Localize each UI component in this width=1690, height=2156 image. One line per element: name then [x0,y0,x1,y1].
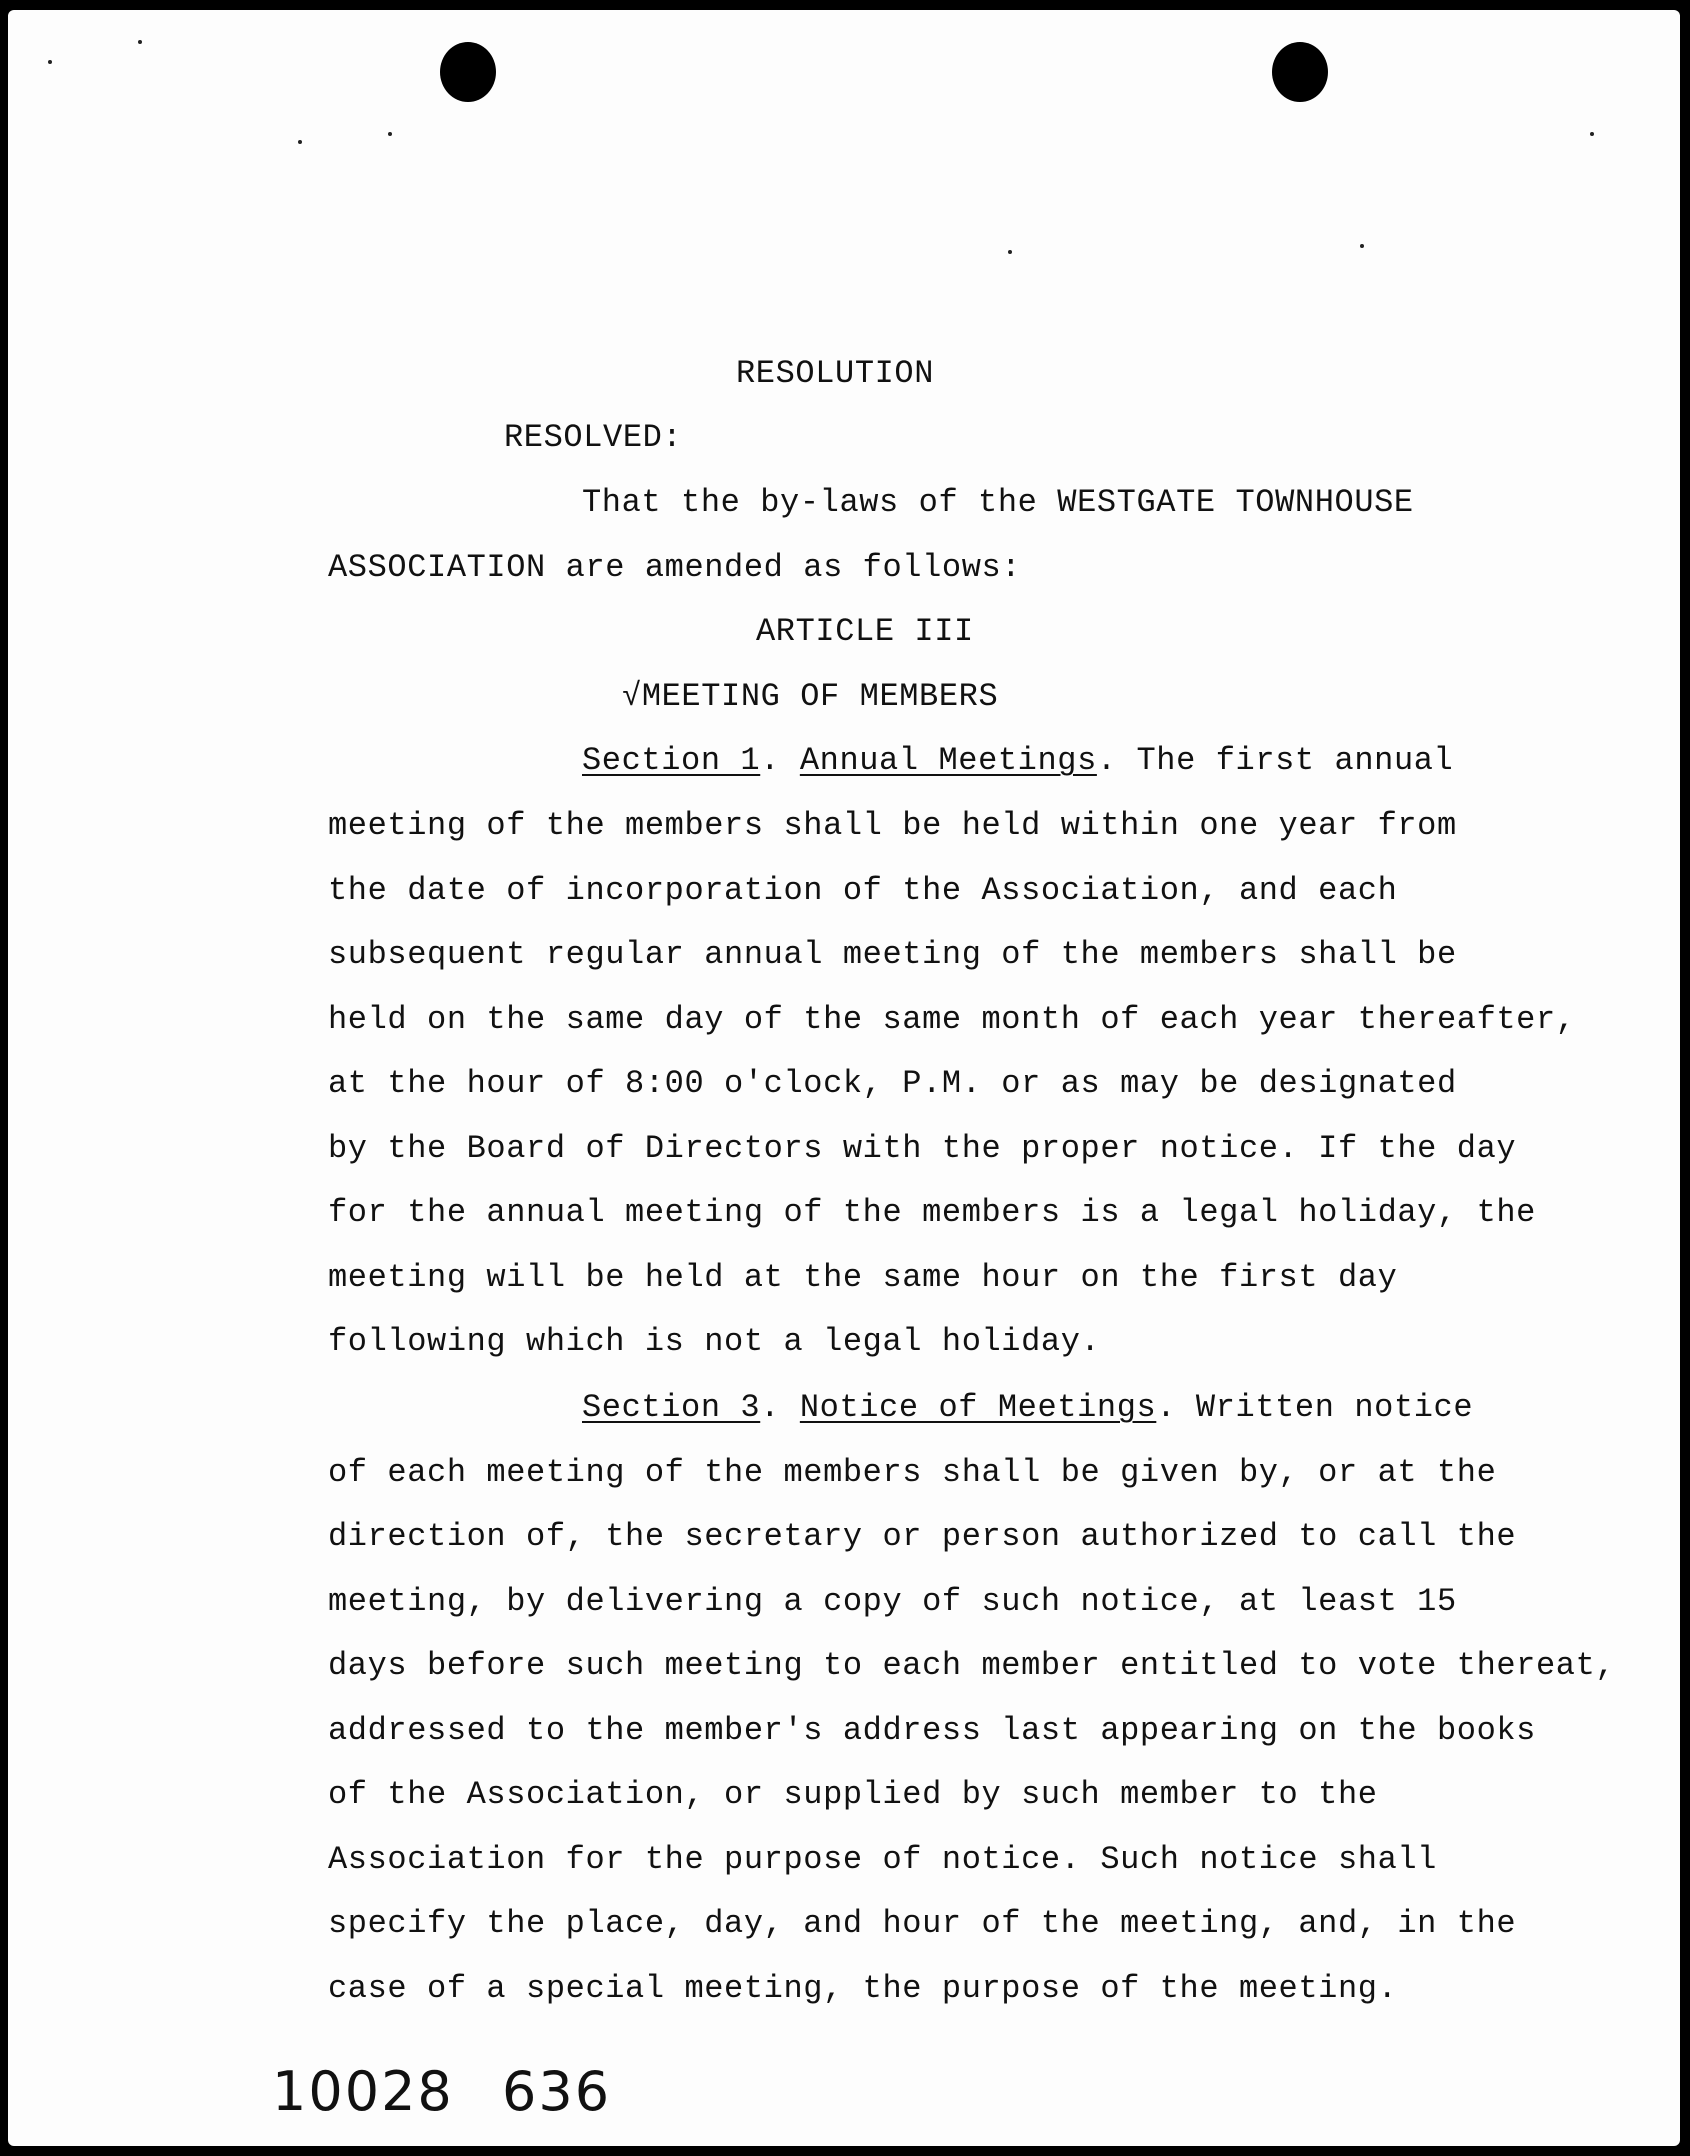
article-heading: ARTICLE III [756,613,974,650]
punch-hole-right [1272,42,1328,102]
paragraph-line: of each meeting of the members shall be given by, or at the [328,1454,1497,1491]
paragraph-line: specify the place, day, and hour of the meeting, and, in the [328,1905,1517,1942]
paragraph-line: held on the same day of the same month of each year thereafter, [328,1001,1576,1038]
section-heading: Section 1. Annual Meetings. The first annual [582,742,1454,779]
paragraph-line: of the Association, or supplied by such member to the [328,1776,1378,1813]
check-mark-icon: √ [622,678,642,715]
scan-speck [138,40,142,44]
paragraph-line: meeting of the members shall be held within one year from [328,807,1457,844]
section-lead-text: The first annual [1136,742,1454,779]
scan-speck [388,132,392,136]
section-number: Section 1 [582,742,761,779]
paragraph-line: Association for the purpose of notice. Such notice shall [328,1841,1437,1878]
section-heading: Section 3. Notice of Meetings. Written notice [582,1389,1474,1426]
scan-speck [298,140,302,144]
document-page [8,10,1680,2146]
scan-speck [48,60,52,64]
footer-number-right: 636 [502,2060,612,2123]
article-title-text: MEETING OF MEMBERS [641,678,999,715]
footer-number-left: 10028 [272,2060,454,2123]
paragraph-line: meeting, by delivering a copy of such notice, at least 15 [328,1583,1457,1620]
section-number: Section 3 [582,1389,761,1426]
punch-hole-left [440,42,496,102]
section-title: Notice of Meetings [799,1389,1157,1426]
intro-line: ASSOCIATION are amended as follows: [328,549,1022,586]
section-title: Annual Meetings [799,742,1097,779]
scan-speck [1360,244,1364,248]
paragraph-line: following which is not a legal holiday. [328,1323,1101,1360]
paragraph-line: meeting will be held at the same hour on the first day [328,1259,1398,1296]
intro-line: That the by-laws of the WESTGATE TOWNHOUSE [582,484,1414,521]
section-lead-text: Written notice [1195,1389,1474,1426]
resolved-label: RESOLVED: [504,419,683,456]
paragraph-line: direction of, the secretary or person authorized to call the [328,1518,1517,1555]
article-title [622,677,998,717]
paragraph-line: for the annual meeting of the members is a legal holiday, the [328,1194,1536,1231]
paragraph-line: days before such meeting to each member entitled to vote thereat, [328,1647,1616,1684]
paragraph-line: subsequent regular annual meeting of the members shall be [328,936,1457,973]
scan-speck [1008,250,1012,254]
scan-speck [1590,132,1594,136]
paragraph-line: the date of incorporation of the Association, and each [328,872,1398,909]
paragraph-line: addressed to the member's address last appearing on the books [328,1712,1536,1749]
paragraph-line: case of a special meeting, the purpose of the meeting. [328,1970,1398,2007]
document-title: RESOLUTION [736,355,935,392]
paragraph-line: by the Board of Directors with the proper notice. If the day [328,1130,1517,1167]
paragraph-line: at the hour of 8:00 o'clock, P.M. or as may be designated [328,1065,1457,1102]
